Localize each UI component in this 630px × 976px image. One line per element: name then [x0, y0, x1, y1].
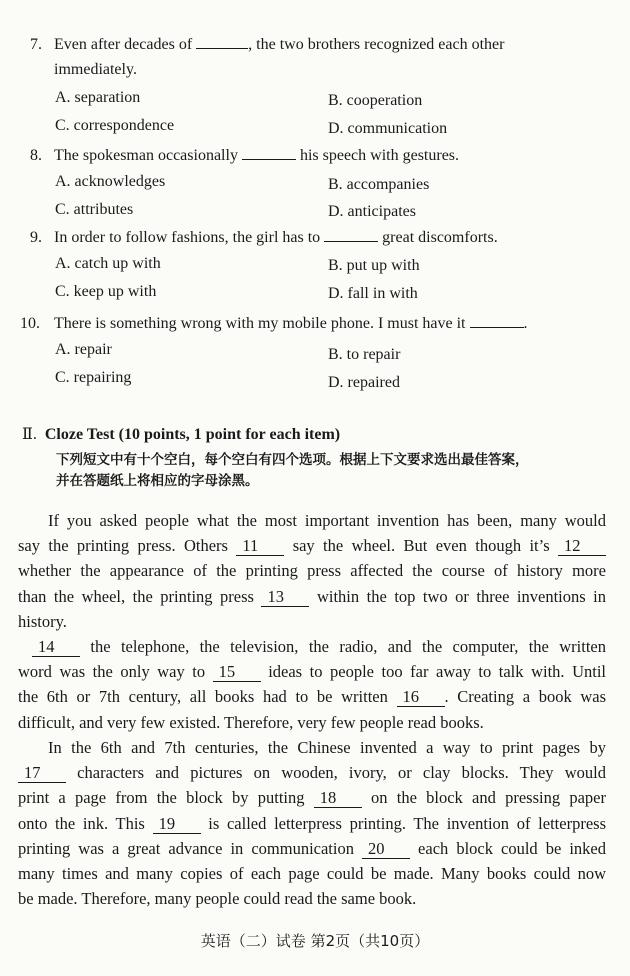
passage-line: If you asked people what the most important invention has been, many would	[48, 511, 606, 530]
cloze-blank-18: 18	[314, 789, 362, 808]
passage-line: than the wheel, the printing press 13 within the top two or three inventions in	[18, 586, 607, 606]
passage-line: difficult, and very few existed. Therefore, very few people read books.	[18, 712, 484, 732]
question-number: 7.	[30, 36, 42, 53]
option-c: C. attributes	[55, 201, 134, 218]
option-c: C. keep up with	[55, 283, 157, 300]
option-c: C. repairing	[55, 369, 132, 386]
passage-line: onto the ink. This 19 is called letterpress printing. The invention of letterpress	[18, 813, 606, 833]
passage-line: the 6th or 7th century, all books had to be written 16 . Creating a book was	[18, 687, 606, 707]
section-instruction-line-2: 并在答题纸上将相应的字母涂黑。	[56, 473, 259, 489]
page-footer: 英语（二）试卷 第2页（共10页）	[200, 932, 430, 950]
section-numeral: Ⅱ.	[22, 426, 37, 443]
passage-line: history.	[18, 611, 67, 631]
cloze-blank-20: 20	[362, 840, 410, 859]
question-10	[20, 313, 528, 334]
question-stem-end: his speech with gestures.	[299, 147, 460, 164]
answer-blank	[242, 145, 296, 160]
cloze-blank-11: 11	[236, 537, 284, 556]
passage-line: many times and many copies of each page could be made. Many books could now	[18, 863, 606, 883]
section-title: Cloze Test (10 points, 1 point for each item)	[44, 426, 341, 443]
option-a: A. repair	[55, 341, 112, 358]
answer-blank	[196, 34, 248, 49]
question-number: 8.	[30, 147, 42, 164]
question-stem-continued: immediately.	[54, 61, 137, 78]
cloze-blank-12: 12	[558, 537, 606, 556]
question-7	[30, 34, 504, 55]
option-b: B. put up with	[328, 257, 420, 274]
cloze-blank-19: 19	[153, 815, 201, 834]
option-b: B. cooperation	[328, 92, 423, 109]
passage-paragraph-2	[18, 634, 606, 735]
option-a: A. separation	[55, 89, 141, 106]
cloze-blank-17: 17	[18, 764, 66, 783]
passage-line: 17 characters and pictures on wooden, ivory, or clay blocks. They would	[18, 760, 606, 785]
option-d: D. anticipates	[328, 203, 416, 220]
answer-blank	[470, 313, 524, 328]
option-d: D. repaired	[328, 374, 400, 391]
cloze-blank-14: 14	[32, 638, 80, 657]
passage-line: be made. Therefore, many people could read the same book.	[18, 889, 417, 909]
cloze-blank-13: 13	[261, 588, 309, 607]
question-stem-end: , the two brothers recognized each other	[248, 36, 505, 53]
passage-paragraph-1	[18, 508, 606, 634]
option-b: B. accompanies	[328, 176, 430, 193]
option-d: D. fall in with	[328, 285, 418, 302]
answer-blank	[324, 227, 378, 242]
option-c: C. correspondence	[55, 117, 175, 134]
option-d: D. communication	[328, 120, 448, 137]
option-b: B. to repair	[328, 346, 401, 363]
question-number: 10.	[20, 315, 40, 332]
section-heading	[22, 424, 340, 444]
question-number: 9.	[30, 229, 42, 246]
passage-line: whether the appearance of the printing press affected the course of history more	[18, 561, 606, 581]
option-a: A. acknowledges	[55, 173, 166, 190]
passage-paragraph-3	[18, 735, 606, 911]
passage-line: 14 the telephone, the television, the radio, and the computer, the written	[18, 634, 606, 659]
passage-line: say the printing press. Others 11 say the wheel. But even though it’s 12	[18, 533, 606, 558]
question-stem-end: .	[523, 315, 528, 332]
passage-line: In the 6th and 7th centuries, the Chinese invented a way to print pages by	[48, 738, 606, 757]
cloze-blank-16: 16	[397, 688, 445, 707]
question-9	[30, 227, 498, 248]
question-stem: Even after decades of	[54, 36, 193, 53]
cloze-blank-15: 15	[213, 663, 261, 682]
passage-line: printing was a great advance in communication 20 each block could be inked	[18, 838, 606, 858]
passage-line: word was the only way to 15 ideas to people too far away to talk with. Until	[18, 662, 606, 682]
passage-line: print a page from the block by putting 18 on the block and pressing paper	[18, 788, 606, 808]
option-a: A. catch up with	[55, 255, 161, 272]
question-8	[30, 145, 459, 166]
question-stem-end: great discomforts.	[382, 229, 498, 246]
section-instruction-line-1: 下列短文中有十个空白，每个空白有四个选项。根据上下文要求选出最佳答案，	[56, 452, 529, 468]
question-stem: The spokesman occasionally	[54, 147, 238, 164]
question-stem: There is something wrong with my mobile phone. I must have it	[54, 315, 466, 332]
question-stem: In order to follow fashions, the girl has to	[54, 229, 321, 246]
